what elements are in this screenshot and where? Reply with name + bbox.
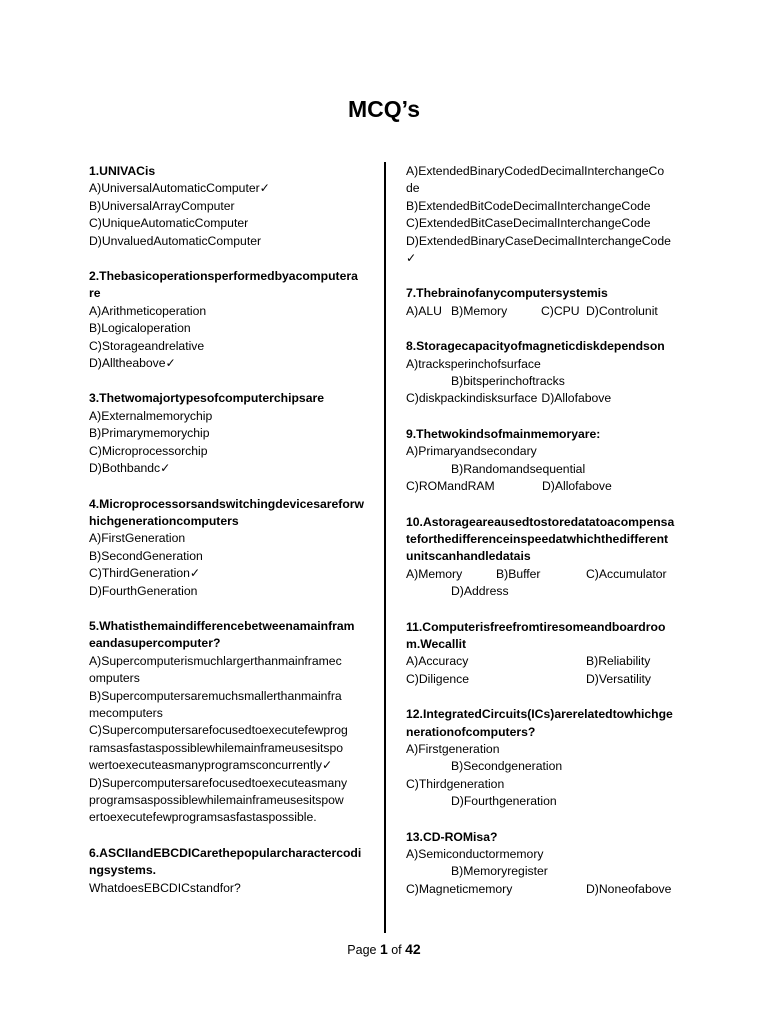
question-subtext: WhatdoesEBCDICstandfor? bbox=[89, 880, 241, 895]
option-b: B)UniversalArrayComputer bbox=[89, 198, 235, 213]
question-3 bbox=[89, 390, 361, 477]
question-text: 13.CD-ROMisa? bbox=[406, 829, 498, 844]
question-text: 10.Astorageareausedtostoredatatoacompensa bbox=[406, 514, 675, 529]
option-c: C)ThirdGeneration✓ bbox=[89, 566, 201, 581]
option-c: C)Diligence bbox=[406, 671, 469, 686]
options-row bbox=[406, 390, 682, 407]
option-b: B)SecondGeneration bbox=[89, 548, 203, 563]
option-b: B)Reliability bbox=[586, 654, 651, 669]
question-text: 2.Thebasicoperationsperformedbyacomputera bbox=[89, 269, 358, 284]
option-a: A)Arithmeticoperation bbox=[89, 303, 207, 318]
option-d: D)Supercomputersarefocusedtoexecuteasmany bbox=[89, 775, 348, 790]
question-9 bbox=[406, 426, 682, 496]
option-c: C)Magneticmemory bbox=[406, 881, 513, 896]
option-b: B)Primarymemorychip bbox=[89, 426, 210, 441]
option-c-cont: wertoexecuteasmanyprogramsconcurrently✓ bbox=[89, 758, 333, 773]
option-c: C)Accumulator bbox=[586, 566, 667, 581]
option-a: A)Primaryandsecondary bbox=[406, 444, 537, 459]
question-8 bbox=[406, 338, 682, 408]
page-total: 42 bbox=[405, 941, 421, 957]
options-row bbox=[406, 478, 682, 495]
option-a: A)Supercomputerismuchlargerthanmainframec bbox=[89, 653, 342, 668]
option-a: A)Semiconductormemory bbox=[406, 847, 544, 861]
right-column bbox=[406, 163, 682, 916]
option-a: A)ExtendedBinaryCodedDecimalInterchangeCo bbox=[406, 164, 665, 178]
question-12 bbox=[406, 706, 682, 810]
option-b: B)Memoryregister bbox=[451, 864, 548, 879]
column-divider bbox=[384, 162, 386, 933]
option-d: D)Versatility bbox=[586, 671, 652, 686]
question-2 bbox=[89, 268, 361, 372]
option-b: B)ExtendedBitCodeDecimalInterchangeCode bbox=[406, 198, 651, 213]
option-d-cont: ertoexecutefewprogramsasfastaspossible. bbox=[89, 810, 317, 825]
option-d: D)Allofabove bbox=[542, 479, 612, 494]
option-a-cont: omputers bbox=[89, 671, 140, 686]
option-b: B)Supercomputersaremuchsmallerthanmainfra bbox=[89, 688, 342, 703]
option-a: A)Firstgeneration bbox=[406, 741, 500, 756]
question-text-cont: teforthedifferenceinspeedatwhichthedifferent bbox=[406, 531, 669, 546]
question-text-cont: nerationofcomputers? bbox=[406, 724, 536, 739]
question-text: 7.Thebrainofanycomputersystemis bbox=[406, 286, 608, 301]
option-b: B)Buffer bbox=[496, 566, 541, 581]
question-4 bbox=[89, 496, 364, 600]
question-11 bbox=[406, 619, 682, 689]
option-c: C)Supercomputersarefocusedtoexecutefewprog bbox=[89, 723, 348, 738]
option-c: C)Thirdgeneration bbox=[406, 776, 505, 791]
option-d: D)Controlunit bbox=[586, 303, 658, 318]
option-b-cont: mecomputers bbox=[89, 705, 163, 720]
option-d: D)Noneofabove bbox=[586, 881, 672, 896]
question-text-cont: re bbox=[89, 286, 101, 301]
options-row bbox=[406, 881, 682, 898]
option-d: D)UnvaluedAutomaticComputer bbox=[89, 233, 262, 248]
options-row bbox=[406, 303, 682, 320]
page-title: MCQ’s bbox=[348, 96, 420, 122]
question-text: 5.Whatisthemaindifferencebetweenamainfram bbox=[89, 618, 355, 633]
options-row bbox=[406, 671, 682, 688]
question-text: 6.ASCIIandEBCDICarethepopularcharactercodi bbox=[89, 845, 362, 860]
option-b: B)bitsperinchoftracks bbox=[451, 374, 565, 389]
question-13 bbox=[406, 829, 682, 899]
option-c: C)ExtendedBitCaseDecimalInterchangeCode bbox=[406, 216, 651, 231]
option-d: D)Address bbox=[451, 584, 509, 599]
question-text-cont: ngsystems. bbox=[89, 863, 157, 878]
option-b: B)Randomandsequential bbox=[451, 461, 586, 476]
question-text-cont: hichgenerationcomputers bbox=[89, 513, 239, 528]
option-c-cont: ramsasfastaspossiblewhilemainframeusesitspo bbox=[89, 740, 344, 755]
option-c: C)ROMandRAM bbox=[406, 479, 495, 494]
question-10 bbox=[406, 514, 682, 601]
option-a: A)Externalmemorychip bbox=[89, 408, 213, 423]
option-a: A)UniversalAutomaticComputer✓ bbox=[89, 181, 270, 196]
question-text-cont: eandasupercomputer? bbox=[89, 636, 221, 651]
page-of-label: of bbox=[387, 943, 406, 957]
question-text: 12.IntegratedCircuits(ICs)arerelatedtowhichge bbox=[406, 707, 673, 722]
question-text: 8.Storagecapacityofmagneticdiskdependson bbox=[406, 339, 665, 354]
options-row bbox=[406, 566, 682, 583]
question-7 bbox=[406, 285, 682, 320]
page-footer bbox=[0, 941, 768, 957]
option-a: A)tracksperinchofsurface bbox=[406, 356, 541, 371]
options-row bbox=[406, 653, 682, 670]
option-d: D)Allofabove bbox=[541, 391, 612, 406]
question-5 bbox=[89, 618, 361, 827]
question-text: 11.Computerisfreefromtiresomeandboardroo bbox=[406, 619, 666, 634]
option-a: A)ALU bbox=[406, 303, 442, 318]
question-text: 9.Thetwokindsofmainmemoryare: bbox=[406, 426, 601, 441]
option-d: D)Fourthgeneration bbox=[451, 794, 557, 809]
option-a-cont: de bbox=[406, 181, 420, 196]
question-text: 4.Microprocessorsandswitchingdevicesareforw bbox=[89, 496, 364, 511]
option-d: D)Alltheabove✓ bbox=[89, 356, 176, 371]
question-6 bbox=[89, 845, 361, 897]
option-a: A)Memory bbox=[406, 566, 463, 581]
option-d-cont: programsaspossiblewhilemainframeusesitspow bbox=[89, 793, 344, 807]
question-text-cont: unitscanhandledatais bbox=[406, 549, 531, 564]
answer-check-icon: ✓ bbox=[406, 251, 417, 266]
page-current: 1 bbox=[379, 941, 388, 957]
option-d: D)FourthGeneration bbox=[89, 583, 198, 598]
question-6-options bbox=[406, 163, 682, 267]
option-d: D)Bothbandc✓ bbox=[89, 461, 171, 476]
option-b: B)Memory bbox=[451, 303, 508, 318]
question-text: 3.Thetwomajortypesofcomputerchipsare bbox=[89, 391, 325, 406]
option-b: B)Logicaloperation bbox=[89, 321, 191, 336]
left-column bbox=[89, 163, 364, 915]
option-c: C)Microprocessorchip bbox=[89, 443, 208, 458]
option-b: B)Secondgeneration bbox=[451, 759, 563, 774]
option-a: A)Accuracy bbox=[406, 654, 469, 669]
option-c: C)CPU bbox=[541, 303, 580, 318]
option-c: C)diskpackindisksurface bbox=[406, 391, 538, 406]
option-a: A)FirstGeneration bbox=[89, 531, 186, 546]
option-c: C)Storageandrelative bbox=[89, 338, 205, 353]
option-c: C)UniqueAutomaticComputer bbox=[89, 216, 249, 231]
question-1 bbox=[89, 163, 361, 250]
option-d: D)ExtendedBinaryCaseDecimalInterchangeCode bbox=[406, 233, 671, 248]
question-text-cont: m.Wecallit bbox=[406, 636, 467, 651]
page-label: Page bbox=[347, 943, 380, 957]
question-text: 1.UNIVACis bbox=[89, 164, 156, 178]
